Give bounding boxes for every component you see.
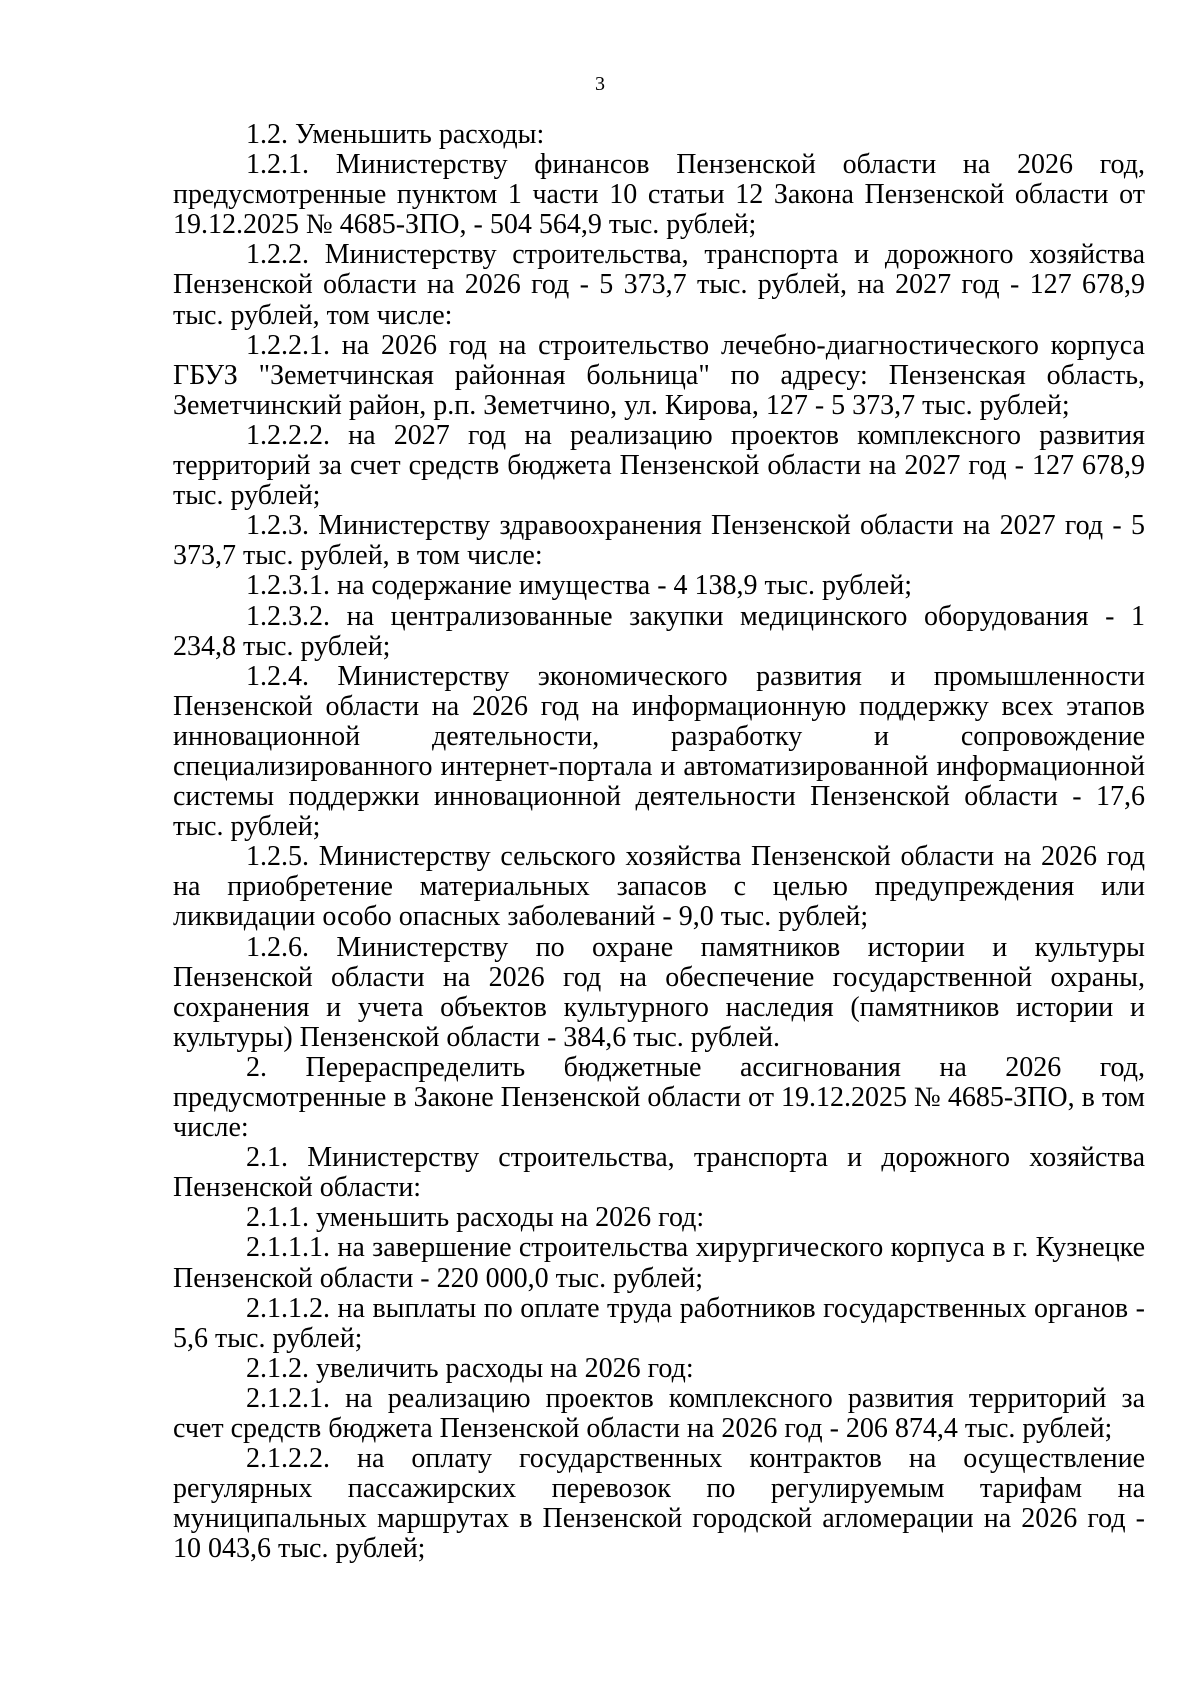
paragraph-2-1-1-2: 2.1.1.2. на выплаты по оплате труда работников государственных органов - 5,6 тыс. рублей; [173,1292,1145,1354]
paragraph-1-2: 1.2. Уменьшить расходы: [246,119,545,150]
paragraph-1-2-4: 1.2.4. Министерству экономического развития и промышленности Пензенской области на 2026 год на информационную поддержку всех этапов инновационной деятельности, разработку и сопровождение специализированного интернет-портала и автоматизированной информационной системы поддержки инновационной деятельности Пензенской области - 17,6 тыс. рублей; [173,660,1145,843]
paragraph-2: 2. Перераспределить бюджетные ассигнования на 2026 год, предусмотренные в Законе Пензенской области от 19.12.2025 № 4685-ЗПО, в том числе: [173,1051,1145,1144]
paragraph-1-2-3-2: 1.2.3.2. на централизованные закупки медицинского оборудования - 1 234,8 тыс. рублей; [173,600,1145,662]
paragraph-1-2-2-2: 1.2.2.2. на 2027 год на реализацию проектов комплексного развития территорий за счет средств бюджета Пензенской области на 2027 год - 127 678,9 тыс. рублей; [173,419,1145,512]
paragraph-2-1-2-1: 2.1.2.1. на реализацию проектов комплексного развития территорий за счет средств бюджета Пензенской области на 2026 год - 206 874,4 тыс. рублей; [173,1382,1145,1445]
paragraph-1-2-1: 1.2.1. Министерству финансов Пензенской области на 2026 год, предусмотренные пунктом 1 части 10 статьи 12 Закона Пензенской области от 19.12.2025 № 4685-ЗПО, - 504 564,9 тыс. рублей; [173,149,1145,241]
document-body [173,120,1145,1565]
paragraph-1-2-2-1: 1.2.2.1. на 2026 год на строительство лечебно-диагностического корпуса ГБУЗ "Земетчинская районная больница" по адресу: Пензенская область, Земетчинский район, р.п. Земетчино, ул. Кирова, 127 - 5 373,7 тыс. рублей; [173,329,1145,421]
paragraph-2-1-1-1: 2.1.1.1. на завершение строительства хирургического корпуса в г. Кузнецке Пензенской области - 220 000,0 тыс. рублей; [173,1232,1145,1294]
paragraph-1-2-6: 1.2.6. Министерству по охране памятников истории и культуры Пензенской области на 2026 год на обеспечение государственной охраны, сохранения и учета объектов культурного наследия (памятников истории и культуры) Пензенской области - 384,6 тыс. рублей. [173,931,1145,1053]
paragraph-1-2-5: 1.2.5. Министерству сельского хозяйства Пензенской области на 2026 год на приобретение материальных запасов с целью предупреждения или ликвидации особо опасных заболеваний - 9,0 тыс. рублей; [173,841,1145,933]
paragraph-1-2-2: 1.2.2. Министерству строительства, транспорта и дорожного хозяйства Пензенской области на 2026 год - 5 373,7 тыс. рублей, на 2027 год - 127 678,9 тыс. рублей, том числе: [173,239,1145,331]
paragraph-1-2-3-1: 1.2.3.1. на содержание имущества - 4 138,9 тыс. рублей; [246,570,912,602]
paragraph-1-2-3: 1.2.3. Министерству здравоохранения Пензенской области на 2027 год - 5 373,7 тыс. рублей, в том числе: [173,510,1145,572]
paragraph-2-1: 2.1. Министерству строительства, транспорта и дорожного хозяйства Пензенской области: [173,1142,1145,1204]
paragraph-2-1-2-2: 2.1.2.2. на оплату государственных контрактов на осуществление регулярных пассажирских перевозок по регулируемым тарифам на муниципальных маршрутах в Пензенской городской агломерации на 2026 год - 10 043,6 тыс. рублей; [173,1443,1145,1565]
paragraph-2-1-2: 2.1.2. увеличить расходы на 2026 год: [246,1352,694,1384]
page-number: 3 [595,73,605,95]
paragraph-2-1-1: 2.1.1. уменьшить расходы на 2026 год: [246,1202,705,1234]
